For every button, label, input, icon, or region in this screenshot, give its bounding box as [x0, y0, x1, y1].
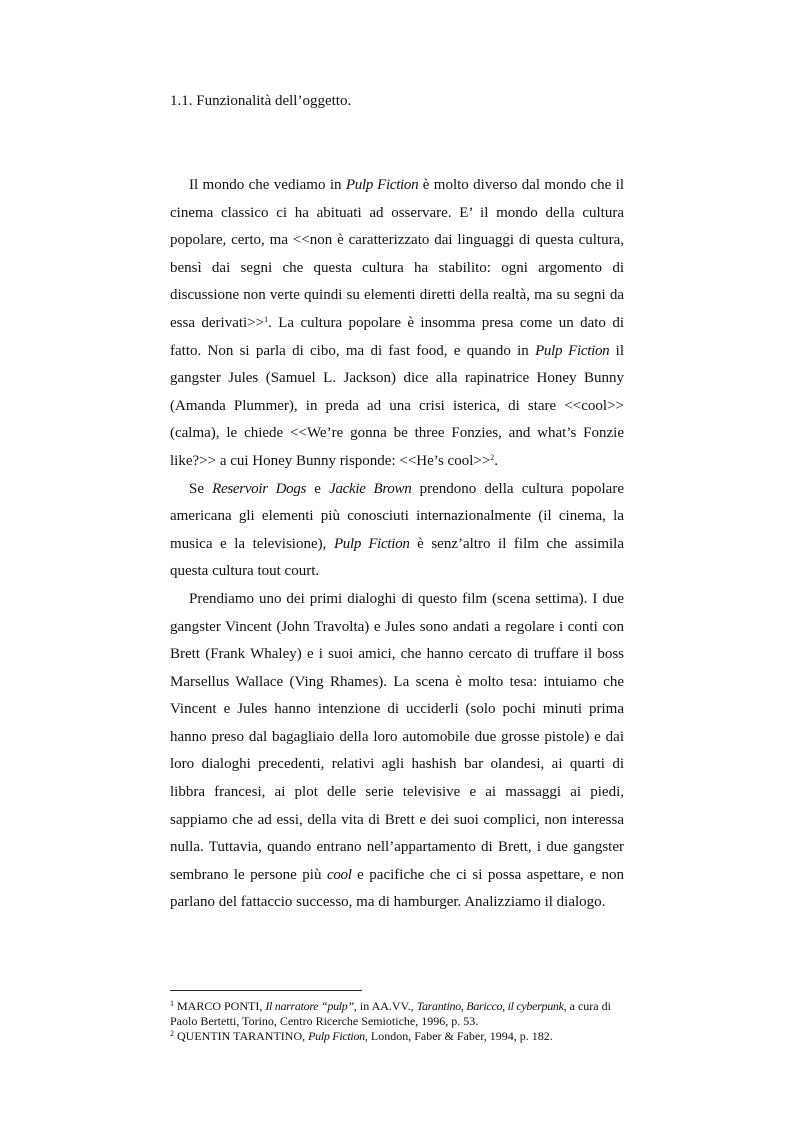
paragraph-3 — [170, 586, 624, 917]
section-heading: 1.1. Funzionalità dell’oggetto. — [170, 93, 352, 109]
text-run: , in AA.VV., — [353, 999, 417, 1013]
text-run: è molto diverso dal mondo che il cinema classico ci ha abituati ad osservare. E’ il mondo della cultura popolare, certo, ma <<non è caratterizzato dai linguaggi di questa cultura, bensì dai segni che questa cultura ha stabilito: ogni argomento di discussione non verte quindi su elementi diretti della realtà, ma su segni da essa derivati>> — [170, 177, 624, 331]
text-run: , London, Faber & Faber, 1994, p. 182. — [364, 1029, 553, 1043]
text-run: MARCO PONTI, — [174, 999, 266, 1013]
paragraph-1 — [170, 172, 624, 476]
film-title: Jackie Brown — [329, 480, 412, 497]
text-run: e — [306, 480, 330, 497]
film-title: Pulp Fiction — [333, 535, 410, 552]
text-run: QUENTIN TARANTINO, — [174, 1029, 309, 1043]
footnote-1 — [170, 999, 624, 1029]
text-run: . La cultura popolare è insomma presa come un dato di fatto. Non si parla di cibo, ma di fast food, e quando in — [170, 314, 624, 359]
text-run: Prendiamo uno dei primi dialoghi di questo film (scena settima). I due gangster Vincent (John Travolta) e Jules sono andati a regolare i conti con Brett (Frank Whaley) e i suoi amici, che hanno cercato di truffare il boss Marsellus Wallace (Ving Rhames). La scena è molto tesa: intuiamo che Vincent e Jules hanno intenzione di ucciderli (solo pochi minuti prima hanno preso dal bagagliaio della loro automobile due grosse pistole) e dai loro dialoghi precedenti, relativi agli hashish bar olandesi, ai quarti di libbra francesi, ai plot delle serie televisive e ai massaggi ai piedi, sappiamo che ad essi, della vita di Brett e dei suoi complici, non interessa nulla. Tuttavia, quando entrano nell’appartamento di Brett, i due gangster sembrano le persone più — [170, 590, 624, 883]
footnote-ref-2[interactable]: 2 — [490, 452, 495, 462]
film-title: Pulp Fiction — [345, 177, 419, 193]
film-title: Pulp Fiction — [535, 342, 610, 359]
text-run: Se — [189, 480, 213, 497]
text-run: . — [494, 452, 499, 469]
citation-title: Tarantino, Baricco, il cyberpunk — [416, 999, 564, 1013]
text-run: è senz’altro il film che assimila questa cultura tout court. — [170, 535, 625, 580]
text-run: , a cura di Paolo Bertetti, Torino, Centro Ricerche Semiotiche, 1996, p. 53. — [170, 999, 611, 1028]
body-text — [170, 172, 624, 917]
text-run: il gangster Jules (Samuel L. Jackson) dice alla rapinatrice Honey Bunny (Amanda Plummer), in preda ad una crisi isterica, di stare <<cool>> (calma), le chiede <<We’re gonna be three Fonzies, and what’s Fonzie like?>> a cui Honey Bunny risponde: <<He’s cool>> — [170, 342, 624, 469]
text-run: Il mondo che vediamo in — [189, 177, 346, 193]
footnote-ref-1[interactable]: 1 — [264, 314, 269, 324]
citation-title: Il narratore “pulp” — [265, 999, 354, 1013]
footnote-2 — [170, 1029, 624, 1044]
citation-title: Pulp Fiction — [308, 1029, 365, 1043]
text-run: e pacifiche che ci si possa aspettare, e non parlano del fattaccio successo, ma di hamburger. Analizziamo il dialogo. — [170, 866, 624, 911]
film-title: Reservoir Dogs — [212, 480, 307, 497]
footnote-number: 2 — [170, 1029, 174, 1038]
emphasis: cool — [326, 866, 352, 883]
footnote-number: 1 — [170, 999, 174, 1008]
text-run: prendono della cultura popolare americana gli elementi più conosciuti internazionalmente (il cinema, la musica e la televisione), — [170, 480, 624, 552]
paragraph-2 — [170, 476, 624, 586]
footnotes — [170, 999, 624, 1044]
footnote-separator — [170, 990, 362, 991]
